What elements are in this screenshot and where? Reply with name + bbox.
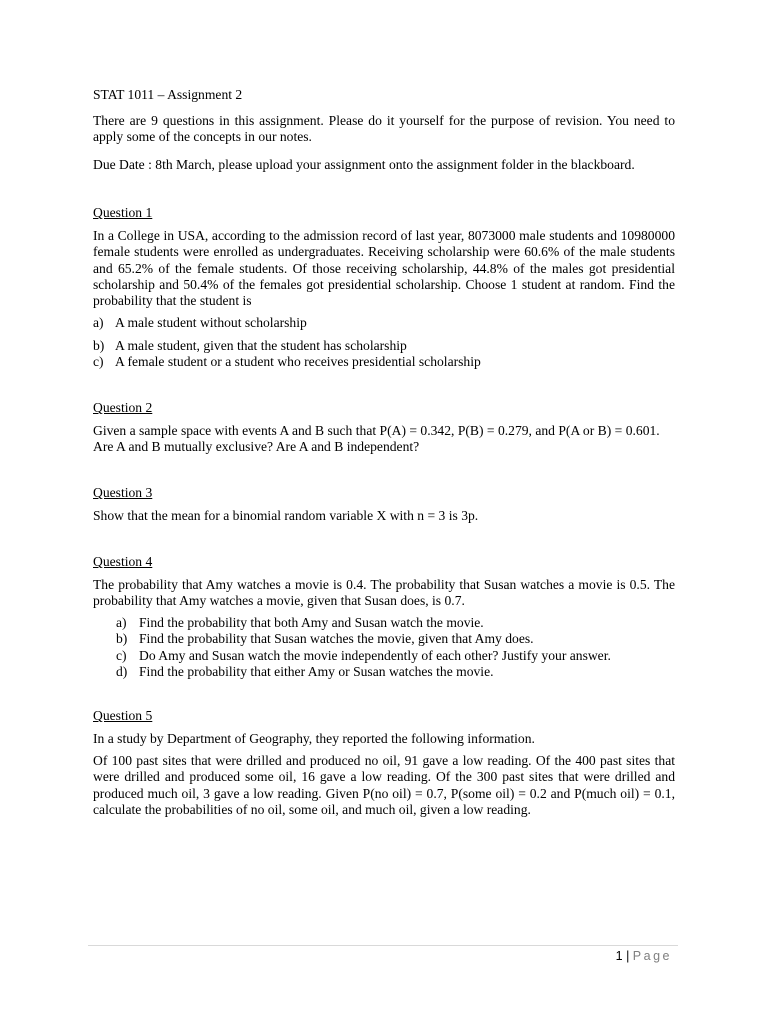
footer-divider — [88, 945, 678, 946]
item-label: a) — [93, 315, 104, 330]
item-label: a) — [116, 615, 127, 630]
item-label: c) — [93, 354, 104, 369]
question-2-heading: Question 2 — [93, 400, 153, 415]
item-label: b) — [116, 631, 128, 646]
page-separator: | — [626, 949, 630, 963]
item-label: d) — [116, 664, 128, 679]
question-1-item-b — [93, 338, 407, 354]
question-4-text: The probability that Amy watches a movie is 0.4. The probability that Susan watches a movie is 0.5. The probability that Amy watches a movie, given that Susan does, is 0.7. — [93, 577, 675, 609]
question-5-text: Of 100 past sites that were drilled and produced no oil, 91 gave a low reading. Of the 400 past sites that were drilled and produced some oil, 16 gave a low reading. Of the 300 past sites that were drilled and produced much oil, 3 gave a low reading. Given P(no oil) = 0.7, P(some oil) = 0.2 and P(much oil) = 0.1, calculate the probabilities of no oil, some oil, and much oil, given a low reading. — [93, 753, 675, 817]
item-text: Find the probability that both Amy and Susan watch the movie. — [139, 615, 484, 630]
question-1-text: In a College in USA, according to the admission record of last year, 8073000 male students and 10980000 female students were enrolled as undergraduates. Receiving scholarship were 60.6% of the male students and 65.2% of the female students. Of those receiving scholarship, 44.8% of the males got presidential scholarship and 50.4% of the females got presidential scholarship. Choose 1 student at random. Find the probability that the student is — [93, 228, 675, 309]
question-5-heading: Question 5 — [93, 708, 153, 723]
item-text: A female student or a student who receives presidential scholarship — [115, 354, 481, 369]
question-1-item-c — [93, 354, 481, 370]
question-3-text: Show that the mean for a binomial random variable X with n = 3 is 3p. — [93, 508, 479, 523]
question-1-item-a — [93, 315, 307, 331]
item-text: A male student without scholarship — [115, 315, 307, 330]
question-4-item-b — [116, 631, 534, 647]
item-label: c) — [116, 648, 127, 663]
question-4-item-c — [116, 648, 611, 664]
page-label: Page — [632, 949, 672, 963]
due-date: Due Date : 8th March, please upload your assignment onto the assignment folder in the blackboard. — [93, 157, 635, 172]
page-footer — [616, 948, 672, 964]
item-text: A male student, given that the student has scholarship — [115, 338, 407, 353]
intro-paragraph: There are 9 questions in this assignment. Please do it yourself for the purpose of revision. You need to apply some of the concepts in our notes. — [93, 113, 675, 145]
question-3-heading: Question 3 — [93, 485, 153, 500]
question-1-heading: Question 1 — [93, 205, 153, 220]
page-number: 1 — [615, 949, 623, 963]
item-text: Find the probability that either Amy or Susan watches the movie. — [139, 664, 494, 679]
assignment-title: STAT 1011 – Assignment 2 — [93, 87, 243, 102]
item-text: Do Amy and Susan watch the movie independently of each other? Justify your answer. — [139, 648, 611, 663]
question-5-line-1: In a study by Department of Geography, they reported the following information. — [93, 731, 535, 746]
question-2-line-2: Are A and B mutually exclusive? Are A and B independent? — [93, 439, 420, 454]
question-4-item-a — [116, 615, 484, 631]
question-4-heading: Question 4 — [93, 554, 153, 569]
question-4-item-d — [116, 664, 494, 680]
item-text: Find the probability that Susan watches the movie, given that Amy does. — [139, 631, 534, 646]
question-2-line-1: Given a sample space with events A and B such that P(A) = 0.342, P(B) = 0.279, and P(A or B) = 0.601. — [93, 423, 660, 438]
item-label: b) — [93, 338, 105, 353]
